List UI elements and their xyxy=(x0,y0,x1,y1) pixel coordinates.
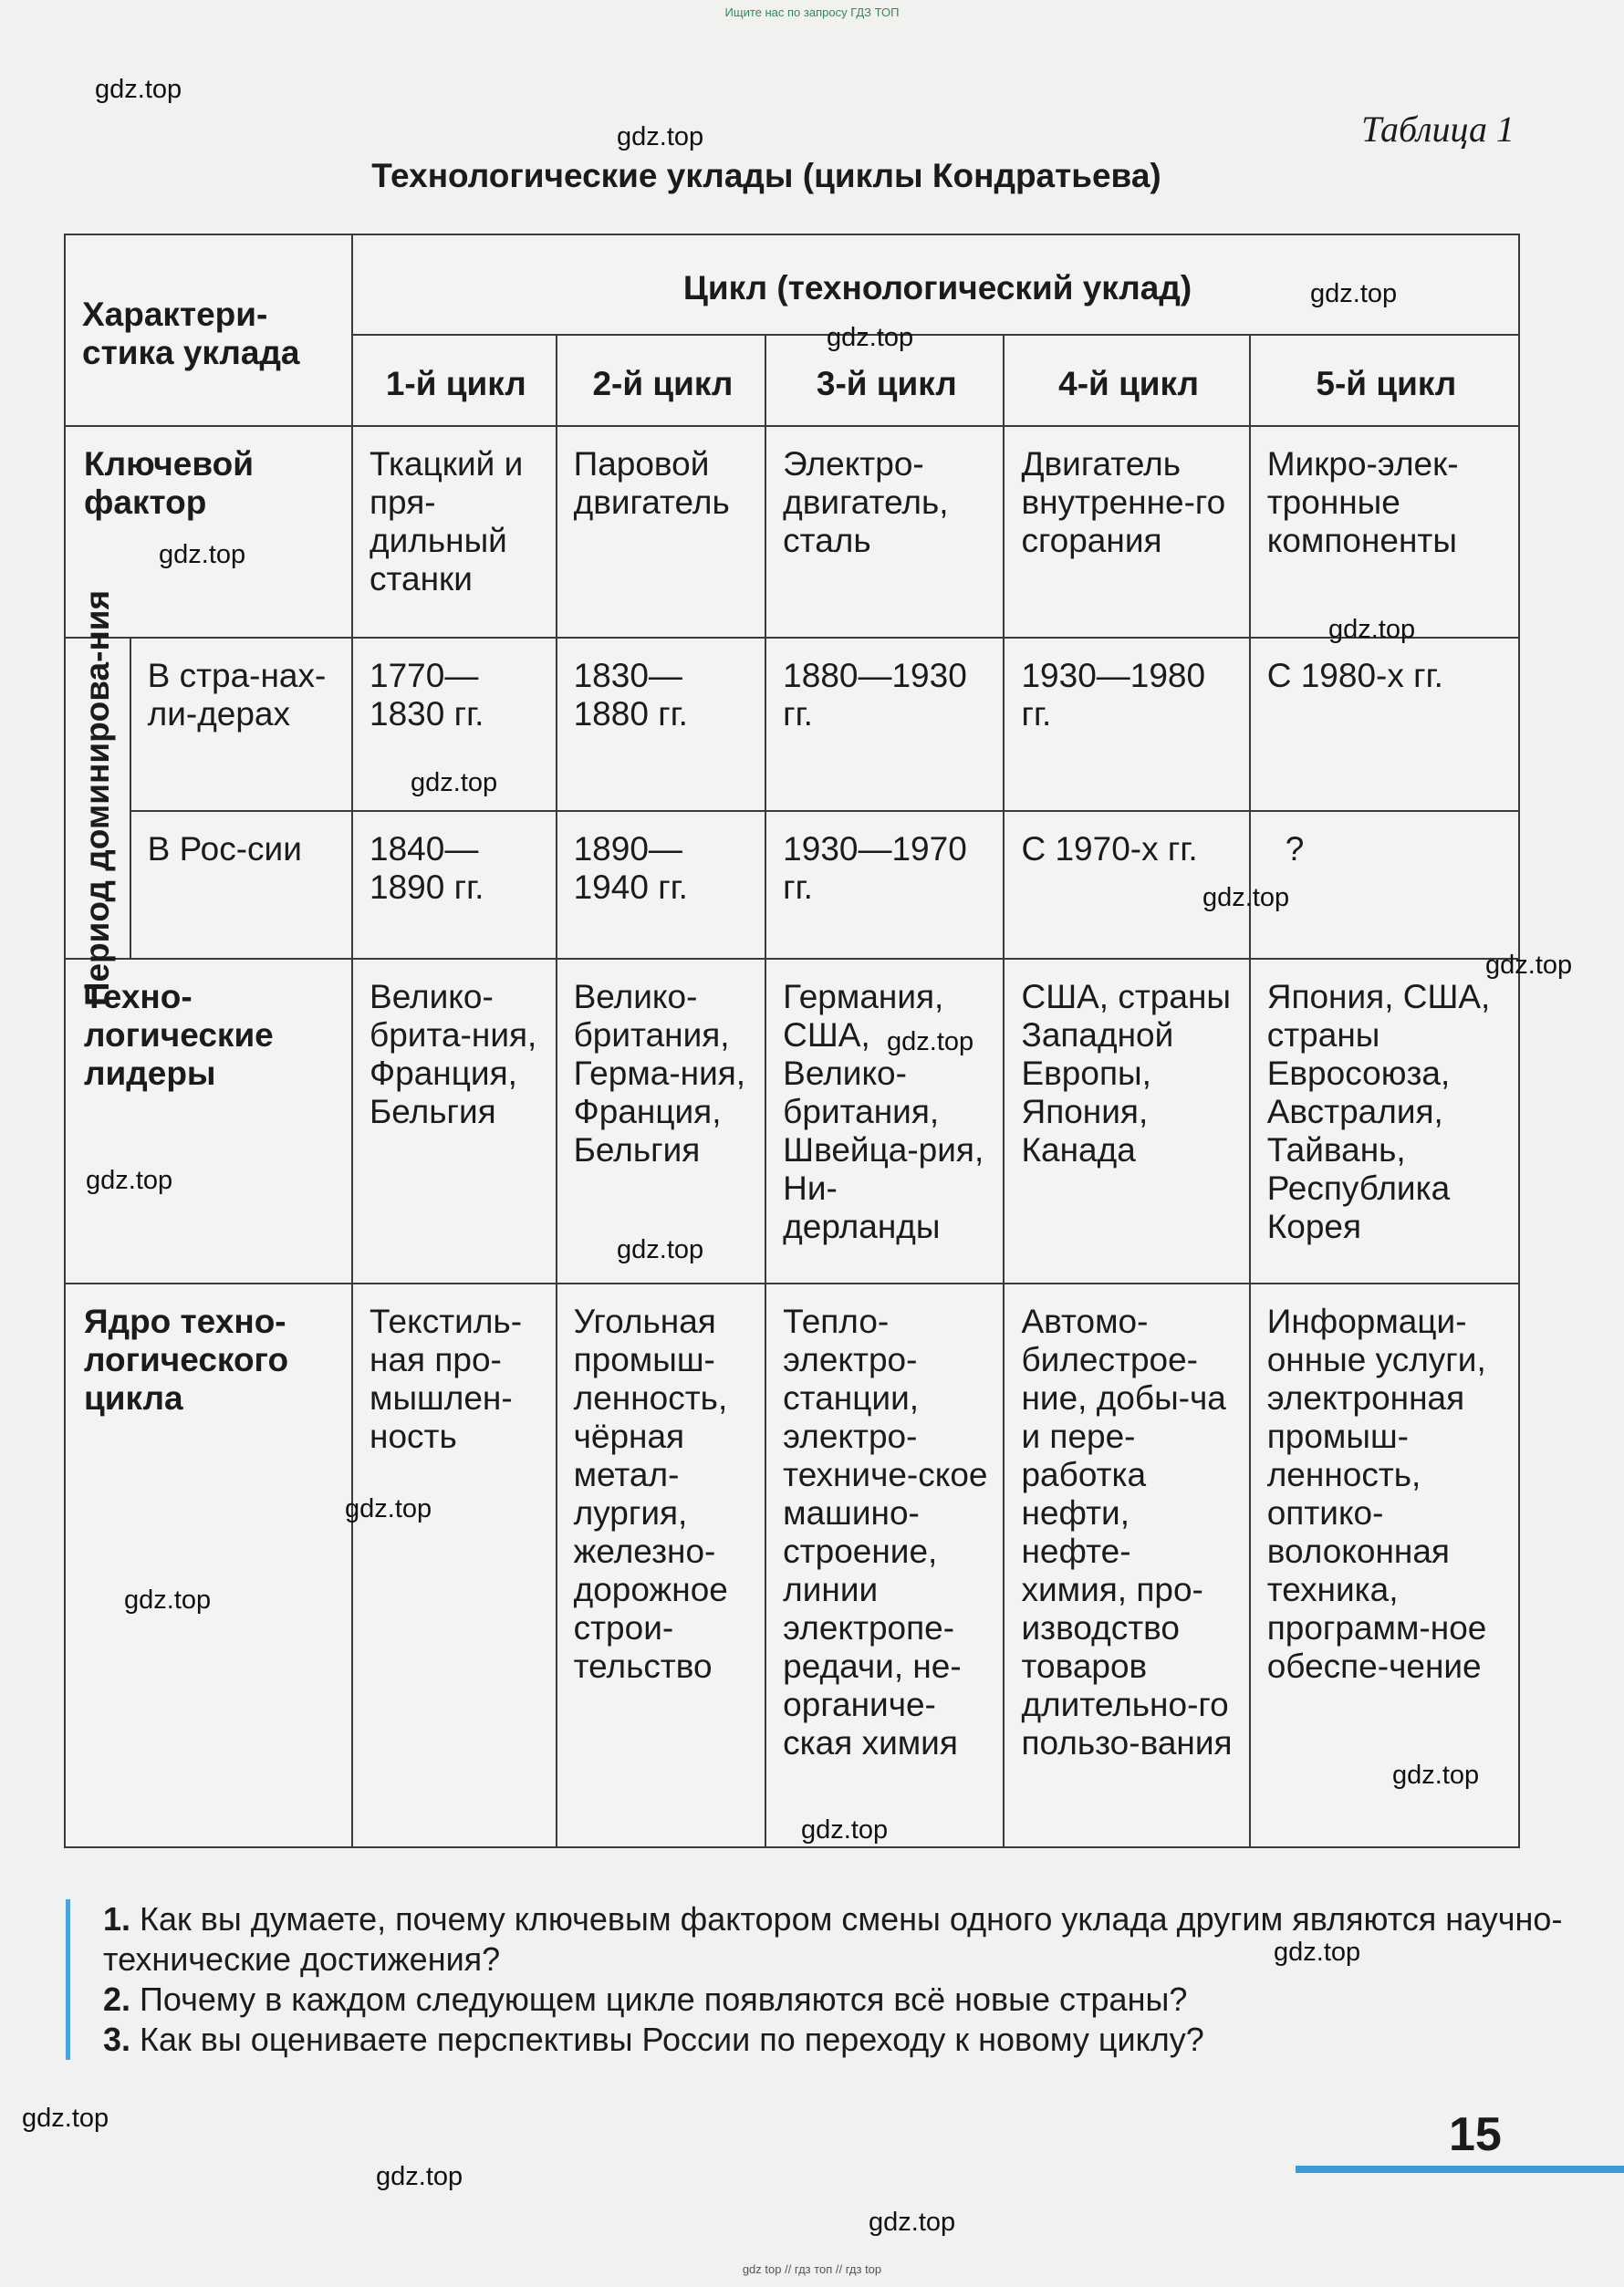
period-russia-cell: 1840—1890 гг. xyxy=(352,811,557,959)
tech-leaders-label: Техно-логические лидеры xyxy=(65,959,352,1284)
cycle-group-header: Цикл (технологический уклад) xyxy=(352,234,1519,335)
tech-leaders-cell: США, страны Западной Европы, Япония, Канада xyxy=(1004,959,1249,1284)
core-label: Ядро техно-логического цикла xyxy=(65,1284,352,1847)
period-label-cell xyxy=(65,589,130,1007)
question-item xyxy=(103,2020,1563,2060)
question-number: 3. xyxy=(103,2021,131,2058)
period-russia-label: В Рос-сии xyxy=(130,811,352,959)
core-cell: Тепло-электро-станции, электро-техниче-ское машино-строение, линии электропе-редачи, не-органиче-ская химия xyxy=(765,1284,1004,1847)
watermark: gdz.top xyxy=(1310,279,1398,308)
watermark: gdz.top xyxy=(869,2208,956,2237)
characteristic-header: Характери-стика уклада xyxy=(65,234,352,426)
question-text: Как вы думаете, почему ключевым фактором смены одного уклада другим являются научно-технические достижения? xyxy=(103,1900,1563,1978)
period-russia-cell: 1890—1940 гг. xyxy=(557,811,766,959)
watermark: gdz.top xyxy=(617,122,704,151)
questions-block xyxy=(66,1899,1563,2060)
cycle-header-4: 4-й цикл xyxy=(1004,335,1249,426)
period-leaders-cell: 1930—1980 гг. xyxy=(1004,638,1249,811)
question-text: Почему в каждом следующем цикле появляются всё новые страны? xyxy=(140,1980,1188,2018)
table-label: Таблица 1 xyxy=(1361,109,1515,150)
table-title xyxy=(0,157,1624,195)
core-cell: Текстиль-ная про-мышлен-ность xyxy=(352,1284,557,1847)
watermark: gdz.top xyxy=(1274,1938,1361,1967)
watermark: gdz.top xyxy=(617,1235,704,1264)
period-leaders-cell: С 1980-х гг. xyxy=(1250,638,1519,811)
tech-leaders-row xyxy=(65,959,1519,1284)
period-leaders-cell: 1770—1830 гг. xyxy=(352,638,557,811)
key-factor-row xyxy=(65,426,1519,638)
period-leaders-label: В стра-нах-ли-дерах xyxy=(130,638,352,811)
watermark: gdz.top xyxy=(887,1027,974,1056)
tech-leaders-cell: Япония, США, страны Евросоюза, Австралия, Тайвань, Республика Корея xyxy=(1250,959,1519,1284)
period-label: Период доминирова-ния xyxy=(78,589,116,1007)
watermark: gdz.top xyxy=(1485,951,1573,980)
watermark: gdz.top xyxy=(1202,883,1290,912)
cycle-header-2: 2-й цикл xyxy=(557,335,766,426)
watermark: gdz.top xyxy=(345,1494,432,1523)
watermark: gdz.top xyxy=(801,1815,889,1845)
table-title-text: Технологические уклады (циклы Кондратьева) xyxy=(371,157,1161,194)
watermark: gdz.top xyxy=(159,540,246,569)
key-factor-cell: Паровой двигатель xyxy=(557,426,766,638)
core-cell: Автомо-билестрое-ние, добы-ча и пере-работка нефти, нефте-химия, про-изводство товаров длительно-го пользо-вания xyxy=(1004,1284,1249,1847)
kondratiev-table xyxy=(64,234,1520,1848)
tech-leaders-cell: Велико-брита-ния, Франция, Бельгия xyxy=(352,959,557,1284)
period-russia-cell: С 1970-х гг. xyxy=(1004,811,1249,959)
core-cell: Информаци-онные услуги, электронная промыш-ленность, оптико-волоконная техника, программ-ное обеспе-чение xyxy=(1250,1284,1519,1847)
period-leaders-cell: 1830—1880 гг. xyxy=(557,638,766,811)
watermark: gdz.top xyxy=(827,323,914,352)
key-factor-cell: Двигатель внутренне-го сгорания xyxy=(1004,426,1249,638)
key-factor-cell: Ткацкий и пря-дильный станки xyxy=(352,426,557,638)
core-cell: Угольная промыш-ленность, чёрная метал-лургия, железно-дорожное строи-тельство xyxy=(557,1284,766,1847)
key-factor-cell: Микро-элек-тронные компоненты xyxy=(1250,426,1519,638)
cycle-header-5: 5-й цикл xyxy=(1250,335,1519,426)
key-factor-label: Ключевой фактор xyxy=(65,426,352,638)
core-row xyxy=(65,1284,1519,1847)
top-banner[interactable]: Ищите нас по запросу ГДЗ ТОП xyxy=(724,5,900,19)
question-number: 2. xyxy=(103,1980,131,2018)
question-number: 1. xyxy=(103,1900,131,1938)
watermark: gdz.top xyxy=(95,75,182,104)
period-russia-row xyxy=(65,811,1519,959)
period-leaders-cell: 1880—1930 гг. xyxy=(765,638,1004,811)
bottom-banner[interactable]: gdz top // гдз топ // гдз top xyxy=(742,2262,882,2276)
watermark: gdz.top xyxy=(1392,1761,1480,1790)
watermark: gdz.top xyxy=(22,2104,109,2133)
cycle-header-3: 3-й цикл xyxy=(765,335,1004,426)
watermark: gdz.top xyxy=(1328,615,1416,644)
page-number: 15 xyxy=(1449,2108,1502,2161)
tech-leaders-cell: Германия, США, Велико-британия, Швейца-рия, Ни-дерланды xyxy=(765,959,1004,1284)
key-factor-cell: Электро-двигатель, сталь xyxy=(765,426,1004,638)
period-russia-cell: ? xyxy=(1250,811,1519,959)
period-russia-cell: 1930—1970 гг. xyxy=(765,811,1004,959)
header-row-1 xyxy=(65,234,1519,335)
watermark: gdz.top xyxy=(86,1166,173,1195)
question-text: Как вы оцениваете перспективы России по переходу к новому циклу? xyxy=(140,2021,1204,2058)
page-number-rule xyxy=(1296,2166,1624,2173)
cycle-header-1: 1-й цикл xyxy=(352,335,557,426)
period-leaders-row xyxy=(65,638,1519,811)
tech-leaders-cell: Велико-британия, Герма-ния, Франция, Бельгия xyxy=(557,959,766,1284)
watermark: gdz.top xyxy=(124,1585,212,1615)
question-item xyxy=(103,1980,1563,2020)
watermark: gdz.top xyxy=(376,2162,463,2191)
watermark: gdz.top xyxy=(411,768,498,797)
